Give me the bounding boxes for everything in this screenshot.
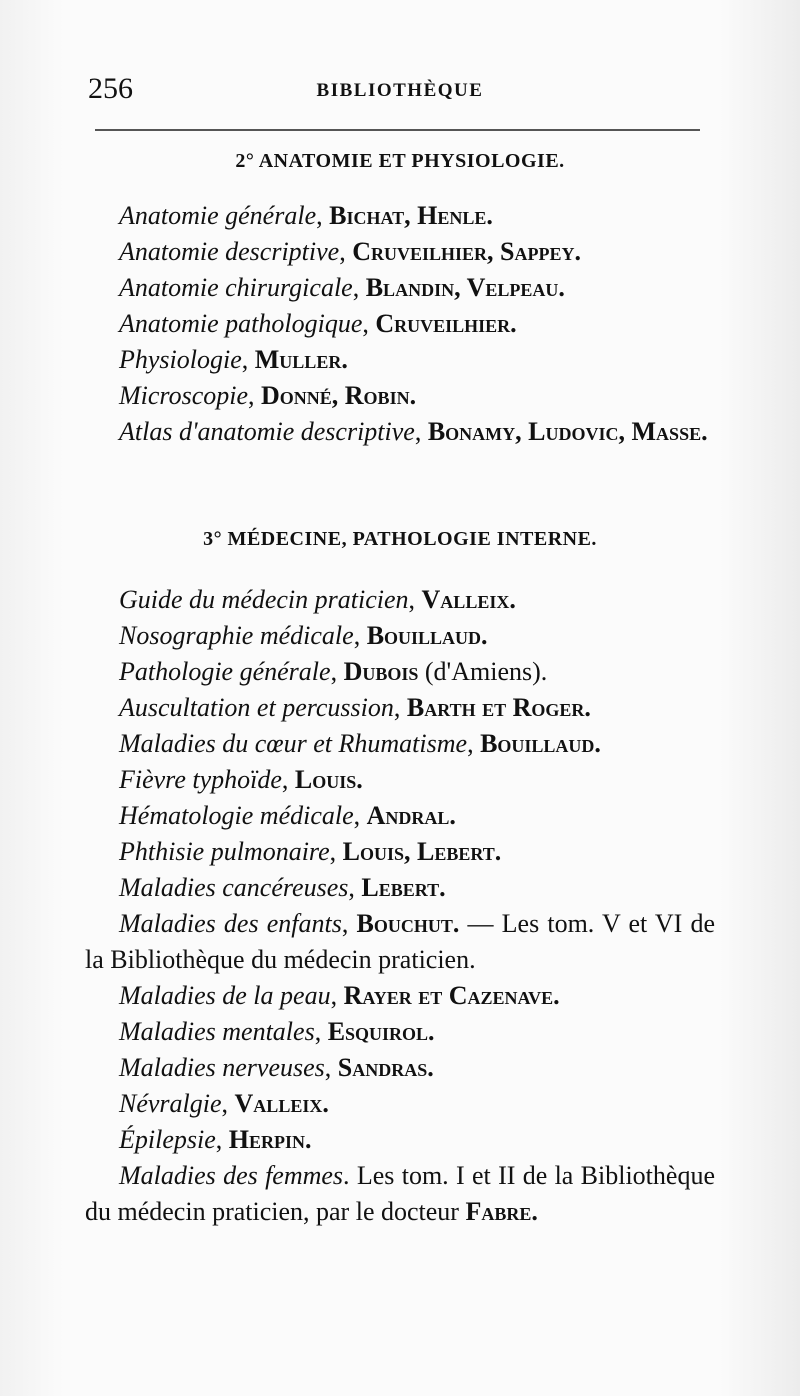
- entry-authors: Valleix.: [234, 1089, 329, 1118]
- bibliography-entry: [85, 1122, 715, 1158]
- entry-authors: Donné, Robin.: [261, 381, 417, 410]
- entry-title: Maladies des enfants: [119, 909, 342, 938]
- entry-title: Anatomie descriptive: [119, 237, 340, 266]
- entry-authors: Bouillaud.: [366, 621, 488, 650]
- entry-authors: Fabre.: [465, 1197, 538, 1226]
- entry-authors: Herpin.: [228, 1125, 312, 1154]
- entries-medicine: [85, 582, 715, 1230]
- entry-separator: ,: [339, 237, 353, 266]
- bibliography-entry: [85, 870, 715, 906]
- header-rule: [95, 129, 700, 131]
- entry-title: Maladies cancéreuses: [119, 873, 349, 902]
- entry-title: Anatomie générale: [119, 201, 317, 230]
- entry-authors: Bonamy, Ludovic, Masse.: [427, 417, 708, 446]
- section-heading-anatomy: 2° ANATOMIE ET PHYSIOLOGIE.: [235, 150, 565, 172]
- bibliography-entry: [85, 342, 715, 378]
- entry-title: Maladies mentales: [119, 1017, 315, 1046]
- entry-authors: Bichat, Henle.: [329, 201, 493, 230]
- entry-authors: Barth et Roger.: [406, 693, 591, 722]
- bibliography-entry: [85, 834, 715, 870]
- bibliography-entry: [85, 378, 715, 414]
- entry-separator: ,: [348, 873, 362, 902]
- entry-separator: ,: [352, 273, 366, 302]
- entry-separator: ,: [467, 729, 481, 758]
- entry-authors: Muller.: [254, 345, 348, 374]
- entry-title: Maladies de la peau: [119, 981, 331, 1010]
- bibliography-entry: [85, 726, 715, 762]
- bibliography-entry: [85, 270, 715, 306]
- entry-separator: ,: [353, 801, 367, 830]
- entry-authors: Dubois: [343, 657, 419, 686]
- entry-note: Les tom. I et II de la Bibliothèque du médecin praticien, par le docteur: [85, 1161, 715, 1226]
- entry-separator: ,: [353, 621, 367, 650]
- bibliography-entry: [85, 198, 715, 234]
- entry-authors: Louis.: [294, 765, 363, 794]
- entry-title: Névralgie: [119, 1089, 222, 1118]
- entry-separator: ,: [362, 309, 376, 338]
- entry-separator: ,: [329, 837, 343, 866]
- bibliography-entry: [85, 690, 715, 726]
- entry-authors: Blandin, Velpeau.: [365, 273, 565, 302]
- entry-separator: ,: [393, 693, 407, 722]
- bibliography-entry: [85, 906, 715, 978]
- entry-authors: Esquirol.: [327, 1017, 435, 1046]
- entry-authors: Bouchut.: [356, 909, 460, 938]
- entry-separator: ,: [241, 345, 255, 374]
- entry-title: Épilepsie: [119, 1125, 216, 1154]
- entry-authors: Lebert.: [361, 873, 446, 902]
- bibliography-entry: [85, 1158, 715, 1230]
- entry-separator: ,: [330, 981, 344, 1010]
- section-heading-medicine: 3° MÉDECINE, PATHOLOGIE INTERNE.: [203, 528, 597, 550]
- entry-separator: ,: [414, 417, 428, 446]
- entry-authors: Valleix.: [421, 585, 516, 614]
- entry-authors: Andral.: [366, 801, 456, 830]
- entry-separator: ,: [215, 1125, 229, 1154]
- entry-tail: — Les tom. V et VI de la Bibliothèque du médecin praticien.: [85, 909, 716, 974]
- entry-authors: Rayer et Cazenave.: [343, 981, 560, 1010]
- entries-anatomy: [85, 198, 715, 450]
- entry-authors: Bouillaud.: [480, 729, 601, 758]
- bibliography-entry: [85, 762, 715, 798]
- entry-title: Fièvre typhoïde: [119, 765, 282, 794]
- bibliography-entry: [85, 798, 715, 834]
- entry-title: Guide du médecin praticien: [119, 585, 409, 614]
- entry-separator: ,: [324, 1053, 338, 1082]
- bibliography-entry: [85, 414, 715, 450]
- bibliography-entry: [85, 978, 715, 1014]
- entry-separator: ,: [408, 585, 422, 614]
- running-head: BIBLIOTHÈQUE: [316, 80, 484, 101]
- bibliography-entry: [85, 1014, 715, 1050]
- entry-separator: ,: [314, 1017, 328, 1046]
- bibliography-entry: [85, 234, 715, 270]
- entry-title: Nosographie médicale: [119, 621, 354, 650]
- bibliography-entry: [85, 1050, 715, 1086]
- bibliography-entry: [85, 1086, 715, 1122]
- entry-authors: Sandras.: [337, 1053, 434, 1082]
- entry-title: Microscopie: [119, 381, 248, 410]
- entry-separator: ,: [221, 1089, 235, 1118]
- entry-title: Auscultation et percussion: [119, 693, 394, 722]
- entry-authors: Cruveilhier, Sappey.: [352, 237, 581, 266]
- entry-title: Pathologie générale: [119, 657, 331, 686]
- entry-separator: ,: [341, 909, 357, 938]
- entry-authors: Louis, Lebert.: [342, 837, 502, 866]
- entry-title: Anatomie chirurgicale: [119, 273, 353, 302]
- entry-title: Phthisie pulmonaire: [119, 837, 330, 866]
- entry-title: Atlas d'anatomie descriptive: [119, 417, 415, 446]
- bibliography-entry: [85, 306, 715, 342]
- entry-separator: ,: [316, 201, 330, 230]
- entry-title: Maladies du cœur et Rhumatisme: [119, 729, 468, 758]
- entry-separator: ,: [330, 657, 344, 686]
- entry-title: Physiologie: [119, 345, 242, 374]
- entry-tail: (d'Amiens).: [418, 657, 548, 686]
- entry-separator: ,: [248, 381, 261, 410]
- bibliography-entry: [85, 654, 715, 690]
- entry-title: Maladies des femmes: [119, 1161, 344, 1190]
- entry-title: Anatomie pathologique: [119, 309, 363, 338]
- entry-title: Hématologie médicale: [119, 801, 354, 830]
- bibliography-entry: [85, 582, 715, 618]
- entry-separator: ,: [281, 765, 295, 794]
- entry-separator: .: [343, 1161, 357, 1190]
- entry-authors: Cruveilhier.: [375, 309, 517, 338]
- page-number: 256: [88, 72, 133, 105]
- bibliography-entry: [85, 618, 715, 654]
- entry-title: Maladies nerveuses: [119, 1053, 325, 1082]
